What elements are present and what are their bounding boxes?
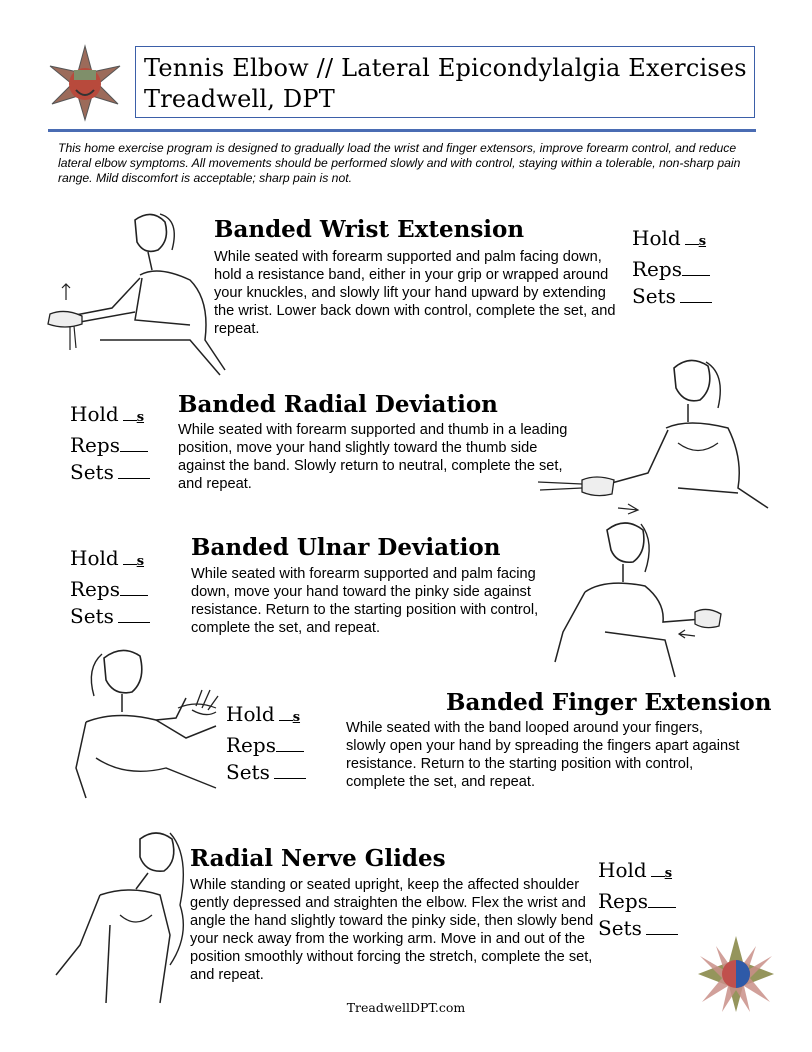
reps-field xyxy=(632,256,712,284)
sets-label: Sets xyxy=(226,760,270,784)
hold-label: Hold xyxy=(598,858,647,882)
intro-text: This home exercise program is designed to gradually load the wrist and finger extensors, improve forearm control, and reduce lateral elbow symptoms. All movements should be performed slowly and with control, staying within a tolerable, non-sharp pain range. Mild discomfort is acceptable; sharp pain is not. xyxy=(58,141,741,185)
hold-reps-sets xyxy=(70,401,150,487)
exercise-title: Banded Wrist Extension xyxy=(214,216,525,243)
sets-blank[interactable] xyxy=(646,919,678,935)
exercise-title: Banded Ulnar Deviation xyxy=(191,534,501,561)
hold-label: Hold xyxy=(70,402,119,426)
footer-website: TreadwellDPT.com xyxy=(346,1000,466,1015)
hold-blank[interactable] xyxy=(651,861,665,877)
reps-field xyxy=(70,576,150,604)
sets-blank[interactable] xyxy=(118,607,150,623)
sets-field xyxy=(70,603,150,631)
seconds-unit: s xyxy=(292,710,301,725)
sets-field xyxy=(632,283,712,311)
reps-field xyxy=(70,432,150,460)
page-title: Tennis Elbow // Lateral Epicondylalgia Exercises xyxy=(144,54,747,82)
sets-field xyxy=(226,759,306,787)
reps-blank[interactable] xyxy=(648,892,676,908)
illustration-wrist-extension xyxy=(40,200,230,375)
reps-label: Reps xyxy=(632,256,682,281)
hold-field xyxy=(70,545,150,576)
illustration-finger-extension xyxy=(66,638,231,800)
reps-label: Reps xyxy=(70,432,120,457)
reps-blank[interactable] xyxy=(682,260,710,276)
hold-field xyxy=(632,225,712,256)
sets-blank[interactable] xyxy=(274,763,306,779)
exercise-description: While seated with forearm supported and palm facing down, move your hand toward the pinky side against resistance. Return to the starting position with control, complete the set, and repeat. xyxy=(191,566,539,636)
title-box xyxy=(135,46,755,118)
logo xyxy=(46,44,124,122)
illustration-radial-nerve-glide xyxy=(40,825,200,1005)
seconds-unit: s xyxy=(136,410,145,425)
sets-field xyxy=(70,459,150,487)
sets-field xyxy=(598,915,678,943)
exercise-title: Banded Radial Deviation xyxy=(178,391,498,418)
reps-blank[interactable] xyxy=(120,580,148,596)
hold-blank[interactable] xyxy=(685,229,699,245)
page-subtitle: Treadwell, DPT xyxy=(144,85,335,113)
hold-reps-sets xyxy=(632,225,712,311)
header-divider xyxy=(48,129,756,132)
hold-blank[interactable] xyxy=(123,549,137,565)
sets-label: Sets xyxy=(70,460,114,484)
reps-field xyxy=(598,888,678,916)
exercise-description: While seated with the band looped around your fingers, slowly open your hand by spreading the fingers apart against resistance. Return to the starting position with control, complete the set, and repeat. xyxy=(346,720,740,790)
hold-label: Hold xyxy=(70,546,119,570)
exercise-title: Radial Nerve Glides xyxy=(190,845,446,872)
sets-label: Sets xyxy=(598,916,642,940)
seconds-unit: s xyxy=(136,554,145,569)
seconds-unit: s xyxy=(664,866,673,881)
reps-blank[interactable] xyxy=(120,436,148,452)
exercise-description: While standing or seated upright, keep the affected shoulder gently depressed and straighten the elbow. Flex the wrist and angle the hand slightly toward the pinky side, then slowly bend your neck away from the working arm. Move in and out of the position smoothly without forcing the stretch, complete the set, and repeat. xyxy=(190,877,594,983)
illustration-radial-deviation xyxy=(538,348,770,513)
reps-label: Reps xyxy=(226,732,276,757)
exercise-description: While seated with forearm supported and thumb in a leading position, move your hand slightly toward the thumb side against the band. Slowly return to neutral, complete the set, and repeat. xyxy=(178,422,568,492)
hold-label: Hold xyxy=(632,226,681,250)
hold-field xyxy=(598,857,678,888)
seconds-unit: s xyxy=(698,234,707,249)
hold-reps-sets xyxy=(598,857,678,943)
exercise-title: Banded Finger Extension xyxy=(446,689,772,716)
reps-label: Reps xyxy=(598,888,648,913)
hold-reps-sets xyxy=(70,545,150,631)
reps-label: Reps xyxy=(70,576,120,601)
hold-reps-sets xyxy=(226,701,306,787)
sets-label: Sets xyxy=(632,284,676,308)
hold-label: Hold xyxy=(226,702,275,726)
hold-field xyxy=(226,701,306,732)
illustration-ulnar-deviation xyxy=(545,512,735,682)
exercise-description: While seated with forearm supported and palm facing down, hold a resistance band, either in your grip or wrapped around your knuckles, and slowly lift your hand upward by extending the wrist. Lower back down with control, complete the set, and repeat. xyxy=(214,249,616,337)
reps-field xyxy=(226,732,306,760)
reps-blank[interactable] xyxy=(276,736,304,752)
hold-blank[interactable] xyxy=(123,405,137,421)
sets-label: Sets xyxy=(70,604,114,628)
sets-blank[interactable] xyxy=(118,463,150,479)
hold-blank[interactable] xyxy=(279,705,293,721)
hold-field xyxy=(70,401,150,432)
sets-blank[interactable] xyxy=(680,287,712,303)
